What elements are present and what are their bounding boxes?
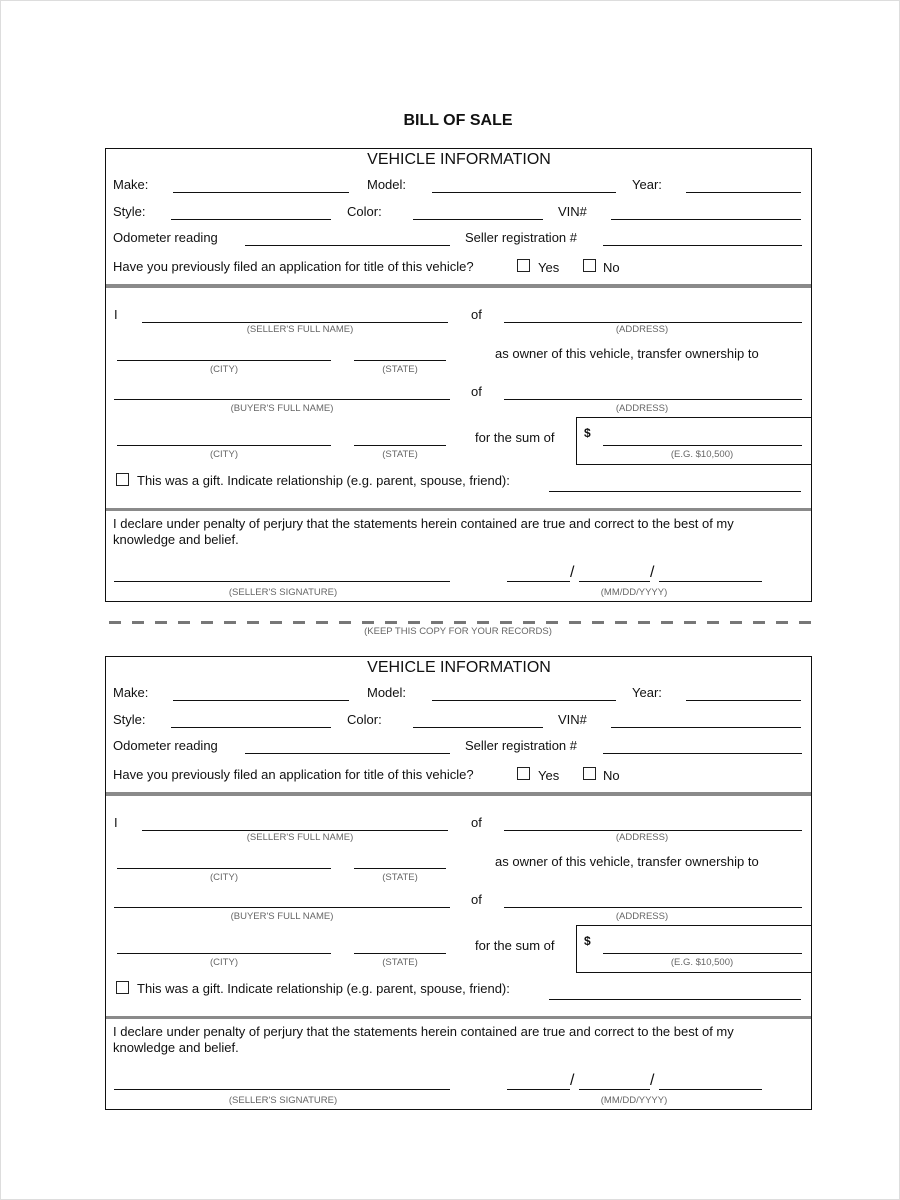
form-box [105,148,812,602]
odometer-field[interactable] [245,245,450,246]
color-field[interactable] [413,219,543,220]
date-year-field[interactable] [659,1089,762,1090]
date-slash: / [650,564,655,581]
yes-checkbox[interactable] [517,259,530,272]
buyer-state-field[interactable] [354,445,446,446]
yes-label: Yes [538,260,560,275]
year-field[interactable] [686,700,801,701]
model-field[interactable] [432,700,616,701]
section-divider [106,508,811,511]
vin-label: VIN# [558,204,587,219]
declaration-line-2: knowledge and belief. [113,532,239,547]
style-label: Style: [113,204,146,219]
buyer-name-caption: (BUYER'S FULL NAME) [230,911,334,922]
odometer-label: Odometer reading [113,738,218,753]
make-field[interactable] [173,700,349,701]
seller-city-field[interactable] [117,360,331,361]
sale-price-caption: (E.G. $10,500) [670,957,734,968]
document-title: BILL OF SALE [403,112,513,129]
seller-state-field[interactable] [354,868,446,869]
seller-name-caption: (SELLER'S FULL NAME) [246,324,354,335]
gift-label: This was a gift. Indicate relationship (e.g. parent, spouse, friend): [137,473,510,488]
buyer-address-caption: (ADDRESS) [615,403,669,414]
color-label: Color: [347,712,382,727]
model-field[interactable] [432,192,616,193]
title-question: Have you previously filed an application for title of this vehicle? [113,259,474,274]
no-checkbox[interactable] [583,767,596,780]
style-field[interactable] [171,727,331,728]
vin-field[interactable] [611,219,801,220]
no-label: No [603,260,620,275]
dollar-sign: $ [584,426,591,440]
color-field[interactable] [413,727,543,728]
sum-of-label: for the sum of [475,938,555,953]
make-field[interactable] [173,192,349,193]
date-slash: / [570,564,575,581]
date-month-field[interactable] [507,581,570,582]
sale-price-field[interactable] [603,445,802,446]
cut-line [109,621,811,624]
gift-checkbox[interactable] [116,473,129,486]
seller-registration-field[interactable] [603,753,802,754]
buyer-name-field[interactable] [114,907,450,908]
buyer-address-field[interactable] [504,399,802,400]
seller-city-caption: (CITY) [210,872,238,883]
seller-signature-field[interactable] [114,581,450,582]
keep-copy-note: (KEEP THIS COPY FOR YOUR RECORDS) [364,626,552,637]
seller-state-caption: (STATE) [382,872,418,883]
sum-of-label: for the sum of [475,430,555,445]
make-label: Make: [113,177,149,192]
buyer-city-field[interactable] [117,953,331,954]
no-label: No [603,768,620,783]
gift-checkbox[interactable] [116,981,129,994]
buyer-name-caption: (BUYER'S FULL NAME) [230,403,334,414]
section-divider [106,284,811,288]
date-slash: / [570,1072,575,1089]
date-month-field[interactable] [507,1089,570,1090]
style-field[interactable] [171,219,331,220]
gift-label: This was a gift. Indicate relationship (e.g. parent, spouse, friend): [137,981,510,996]
buyer-city-caption: (CITY) [210,957,238,968]
yes-checkbox[interactable] [517,767,530,780]
yes-label: Yes [538,768,560,783]
seller-registration-label: Seller registration # [465,230,577,245]
buyer-state-field[interactable] [354,953,446,954]
transfer-text: as owner of this vehicle, transfer ownership to [495,854,759,869]
seller-registration-label: Seller registration # [465,738,577,753]
gift-relationship-field[interactable] [549,491,801,492]
date-caption: (MM/DD/YYYY) [600,587,668,598]
buyer-name-field[interactable] [114,399,450,400]
of-label: of [471,815,482,830]
section-divider [106,792,811,796]
buyer-address-caption: (ADDRESS) [615,911,669,922]
year-field[interactable] [686,192,801,193]
form-box [105,656,812,1110]
seller-signature-field[interactable] [114,1089,450,1090]
date-day-field[interactable] [579,1089,650,1090]
model-label: Model: [367,177,407,192]
year-label: Year: [632,685,662,700]
buyer-address-field[interactable] [504,907,802,908]
i-label: I [114,307,118,322]
no-checkbox[interactable] [583,259,596,272]
seller-city-caption: (CITY) [210,364,238,375]
odometer-field[interactable] [245,753,450,754]
sale-price-field[interactable] [603,953,802,954]
date-slash: / [650,1072,655,1089]
seller-address-caption: (ADDRESS) [615,324,669,335]
transfer-text: as owner of this vehicle, transfer ownership to [495,346,759,361]
section-divider [106,1016,811,1019]
seller-name-caption: (SELLER'S FULL NAME) [246,832,354,843]
buyer-state-caption: (STATE) [382,957,418,968]
make-label: Make: [113,685,149,700]
date-caption: (MM/DD/YYYY) [600,1095,668,1106]
buyer-state-caption: (STATE) [382,449,418,460]
title-question: Have you previously filed an application for title of this vehicle? [113,767,474,782]
seller-address-caption: (ADDRESS) [615,832,669,843]
vin-field[interactable] [611,727,801,728]
of-label: of [471,384,482,399]
vin-label: VIN# [558,712,587,727]
declaration-line-1: I declare under penalty of perjury that the statements herein contained are true and correct to the best of my [113,1024,734,1039]
year-label: Year: [632,177,662,192]
odometer-label: Odometer reading [113,230,218,245]
section-title: VEHICLE INFORMATION [367,659,551,676]
signature-caption: (SELLER'S SIGNATURE) [228,587,338,598]
signature-caption: (SELLER'S SIGNATURE) [228,1095,338,1106]
section-title: VEHICLE INFORMATION [367,151,551,168]
date-day-field[interactable] [579,581,650,582]
i-label: I [114,815,118,830]
date-year-field[interactable] [659,581,762,582]
seller-state-caption: (STATE) [382,364,418,375]
style-label: Style: [113,712,146,727]
buyer-city-caption: (CITY) [210,449,238,460]
dollar-sign: $ [584,934,591,948]
seller-state-field[interactable] [354,360,446,361]
of-label: of [471,307,482,322]
gift-relationship-field[interactable] [549,999,801,1000]
buyer-city-field[interactable] [117,445,331,446]
declaration-line-2: knowledge and belief. [113,1040,239,1055]
model-label: Model: [367,685,407,700]
sale-price-caption: (E.G. $10,500) [670,449,734,460]
of-label: of [471,892,482,907]
declaration-line-1: I declare under penalty of perjury that the statements herein contained are true and correct to the best of my [113,516,734,531]
seller-city-field[interactable] [117,868,331,869]
color-label: Color: [347,204,382,219]
seller-registration-field[interactable] [603,245,802,246]
